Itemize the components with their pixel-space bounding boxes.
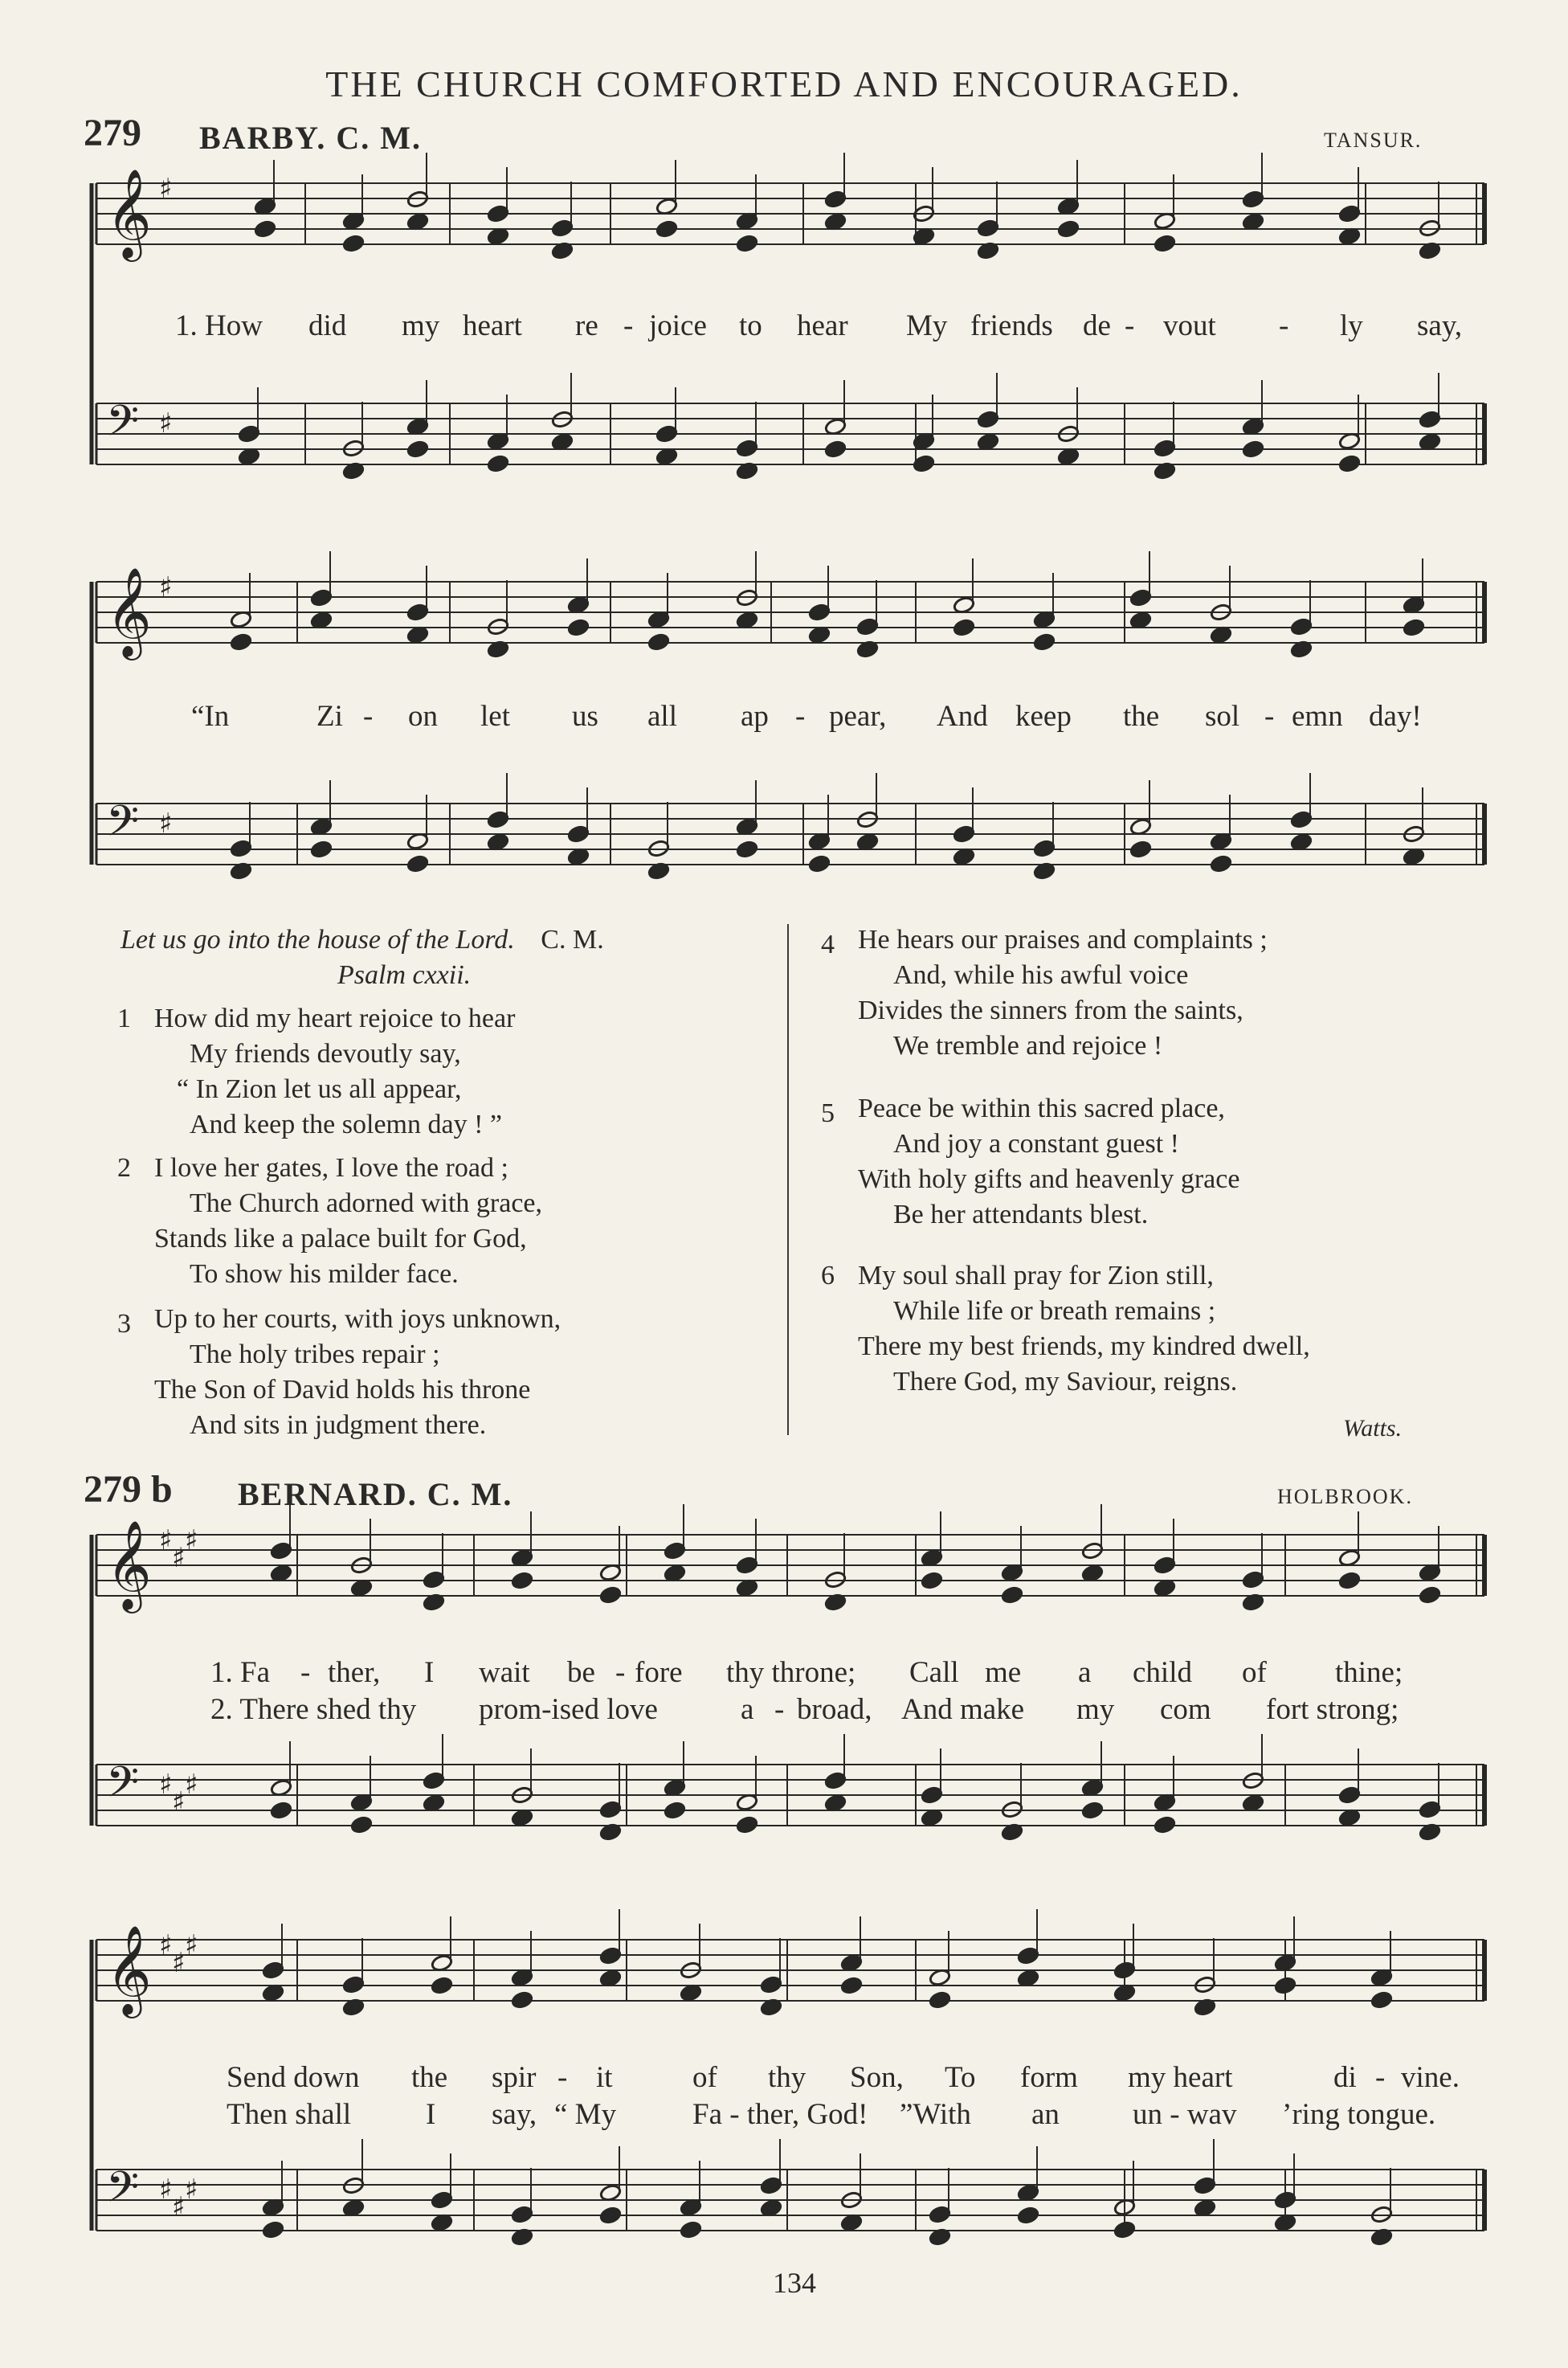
lyric-syllable: And <box>937 700 988 733</box>
note-head <box>840 1976 863 1994</box>
note-head <box>1113 2220 1136 2239</box>
note-head <box>1242 1570 1264 1589</box>
lyrics-line <box>0 699 1568 738</box>
lyric-syllable: the <box>1123 700 1160 733</box>
bass-clef-icon: 𝄢 <box>106 797 140 857</box>
note-head <box>431 1976 453 1994</box>
note-head <box>736 234 758 252</box>
column-divider <box>787 924 789 1435</box>
note-head <box>736 439 758 457</box>
note-head <box>406 440 429 458</box>
verse: 3 Up to her courts, with joys unknown, The holy tribes repair ; The Son of David holds his throne And sits in judgment there. <box>117 1304 561 1440</box>
note-head <box>1154 234 1176 252</box>
hymn-number: 279 b <box>84 1468 173 1511</box>
verse: 1 How did my heart rejoice to hear My friends devoutly say, “ In Zion let us all appear, And keep the solemn day ! ” <box>117 1004 516 1139</box>
note-head <box>1001 1585 1023 1604</box>
lyric-syllable: “In <box>191 700 230 733</box>
lyrics-line: Send down the spir - it of thy Son, To form my heart di - vine. <box>227 2061 1460 2094</box>
note-head <box>342 1975 365 1994</box>
note-head <box>824 190 847 208</box>
note-head <box>1419 410 1441 428</box>
composer-name: HOLBROOK. <box>1277 1485 1413 1508</box>
note-head <box>953 618 975 636</box>
sharp-icon: ♯ <box>185 2174 198 2206</box>
note-head <box>423 1771 445 1789</box>
note-head <box>760 2176 782 2194</box>
note-head <box>567 618 590 636</box>
note-head <box>230 839 252 857</box>
note-head <box>1419 1800 1441 1818</box>
lyric-syllable: - <box>1279 309 1289 342</box>
note-head <box>511 2205 533 2223</box>
composer-name: TANSUR. <box>1324 129 1423 152</box>
tune-title: BARBY. C. M. <box>199 120 422 156</box>
note-head <box>270 1541 292 1560</box>
lyric-syllable: ap <box>741 700 769 733</box>
hymn-text-title: Let us go into the house of the Lord. C. M. <box>120 925 604 955</box>
note-head <box>1242 190 1264 208</box>
note-head <box>1370 1990 1393 2009</box>
sharp-icon: ♯ <box>159 2174 173 2206</box>
note-head <box>342 234 365 252</box>
note-head <box>824 440 847 458</box>
lyric-syllable: - <box>363 700 374 733</box>
hymn-number: 279 <box>84 112 141 154</box>
note-head <box>760 1975 782 1994</box>
lyric-syllable: joice <box>649 309 707 342</box>
note-head <box>1194 2176 1216 2194</box>
note-head <box>310 840 333 858</box>
lyric-syllable: let <box>480 700 510 733</box>
note-head <box>929 2205 951 2223</box>
verse: 6 My soul shall pray for Zion still, While life or breath remains ; There my best friends, my kindred dwell, There God, my Saviour, reigns. <box>821 1261 1310 1397</box>
verse: 2 I love her gates, I love the road ; The Church adorned with grace, Stands like a palace built for God, To show his milder face. <box>117 1153 542 1289</box>
lyric-syllable: - <box>795 700 806 733</box>
lyric-syllable: sol <box>1205 700 1240 733</box>
note-head <box>350 1815 373 1834</box>
note-head <box>1017 2206 1039 2224</box>
note-head <box>655 424 678 443</box>
sharp-icon: ♯ <box>185 1929 198 1961</box>
note-head <box>270 1801 292 1819</box>
note-head <box>599 1946 622 1965</box>
lyrics-line <box>0 309 1568 347</box>
sharp-icon: ♯ <box>159 808 173 840</box>
note-head <box>1129 840 1152 858</box>
lyric-syllable: us <box>572 700 598 733</box>
lyric-syllable: heart <box>463 309 522 342</box>
treble-clef-icon: 𝄞 <box>106 1924 152 2014</box>
note-head <box>736 840 758 858</box>
lyric-syllable: - <box>1264 700 1275 733</box>
lyric-syllable: de <box>1083 309 1111 342</box>
note-head <box>1338 1571 1361 1589</box>
lyric-syllable: hear <box>797 309 848 342</box>
verse: 4 He hears our praises and complaints ; And, while his awful voice Divides the sinners from the saints, We tremble and rejoice ! <box>821 925 1268 1061</box>
verse: 5 Peace be within this sacred place, And joy a constant guest ! With holy gifts and heavenly grace Be her attendants blest. <box>821 1094 1240 1229</box>
note-head <box>551 219 574 237</box>
note-head <box>808 603 831 621</box>
note-head <box>487 204 509 223</box>
lyric-syllable: pear, <box>829 700 887 733</box>
note-head <box>1129 588 1152 607</box>
note-head <box>511 1990 533 2009</box>
note-head <box>599 1800 622 1818</box>
note-head <box>431 2190 453 2209</box>
sharp-icon: ♯ <box>159 1769 173 1801</box>
lyric-syllable: day! <box>1369 700 1422 733</box>
author-attribution: Watts. <box>1343 1415 1403 1442</box>
note-head <box>1017 1946 1039 1965</box>
note-head <box>1338 1785 1361 1804</box>
note-head <box>599 2206 622 2224</box>
note-head <box>680 2220 702 2239</box>
note-head <box>655 219 678 238</box>
page-heading: THE CHURCH COMFORTED AND ENCOURAGED. <box>325 63 1243 104</box>
lyric-syllable: keep <box>1015 700 1072 733</box>
sharp-icon: ♯ <box>159 173 173 205</box>
sharp-icon: ♯ <box>185 1769 198 1801</box>
lyric-syllable: emn <box>1292 700 1343 733</box>
note-head <box>423 1570 445 1589</box>
lyric-syllable: all <box>647 700 677 733</box>
note-head <box>929 1990 951 2009</box>
lyric-syllable: on <box>408 700 438 733</box>
lyric-syllable: 1. How <box>175 309 263 342</box>
note-head <box>953 824 975 843</box>
note-head <box>664 1541 686 1560</box>
sharp-icon: ♯ <box>185 1524 198 1556</box>
note-head <box>977 410 999 428</box>
treble-clef-icon: 𝄞 <box>106 168 152 258</box>
note-head <box>1419 1585 1441 1604</box>
note-head <box>1154 439 1176 457</box>
note-head <box>1274 2190 1296 2209</box>
note-head <box>406 603 429 621</box>
note-head <box>262 1961 284 1979</box>
treble-clef-icon: 𝄞 <box>106 566 152 656</box>
note-head <box>310 588 333 607</box>
sharp-icon: ♯ <box>172 1786 186 1818</box>
note-head <box>511 1571 533 1589</box>
note-head <box>921 1785 943 1804</box>
treble-clef-icon: 𝄞 <box>106 1519 152 1609</box>
note-head <box>567 824 590 843</box>
note-head <box>238 424 260 443</box>
lyrics-line: Then shall I say, “ My Fa - ther, God! ”With an un - wav ’ring tongue. <box>227 2098 1436 2131</box>
note-head <box>1081 1801 1104 1819</box>
tune-title: BERNARD. C. M. <box>238 1476 513 1512</box>
lyrics-line: 2. There shed thy prom-ised love a - broad, And make my com fort strong; <box>210 1693 1399 1726</box>
lyric-syllable: - <box>1125 309 1135 342</box>
note-head <box>1154 1556 1176 1574</box>
lyric-syllable: say, <box>1417 309 1463 342</box>
note-head <box>1274 1976 1296 1994</box>
page-number: 134 <box>773 2267 816 2299</box>
note-head <box>1242 440 1264 458</box>
note-head <box>487 454 509 472</box>
lyric-syllable: ly <box>1340 309 1363 342</box>
note-head <box>599 1585 622 1604</box>
lyric-syllable: did <box>308 309 347 342</box>
note-head <box>824 1771 847 1789</box>
sharp-icon: ♯ <box>159 407 173 440</box>
bass-clef-icon: 𝄢 <box>106 397 140 456</box>
lyric-syllable: My <box>906 309 948 342</box>
note-head <box>1057 219 1080 238</box>
sharp-icon: ♯ <box>172 1542 186 1574</box>
sharp-icon: ♯ <box>159 571 173 603</box>
note-head <box>921 1571 943 1589</box>
bass-clef-icon: 𝄢 <box>106 1758 140 1818</box>
note-head <box>1210 854 1232 873</box>
sharp-icon: ♯ <box>159 1929 173 1961</box>
note-head <box>647 632 670 651</box>
lyric-syllable: friends <box>970 309 1053 342</box>
lyric-syllable: to <box>739 309 762 342</box>
lyric-syllable: - <box>623 309 634 342</box>
sharp-icon: ♯ <box>172 1947 186 1979</box>
note-head <box>406 854 429 873</box>
note-head <box>736 1815 758 1834</box>
note-head <box>262 2220 284 2239</box>
note-head <box>487 810 509 828</box>
lyric-syllable: my <box>402 309 440 342</box>
note-head <box>856 617 879 636</box>
note-head <box>808 854 831 873</box>
note-head <box>1290 810 1313 828</box>
lyric-syllable: re <box>575 309 598 342</box>
note-head <box>1403 618 1425 636</box>
bass-clef-icon: 𝄢 <box>106 2163 140 2223</box>
sharp-icon: ♯ <box>159 1524 173 1556</box>
note-head <box>1113 1961 1136 1979</box>
note-head <box>977 219 999 237</box>
note-head <box>664 1801 686 1819</box>
note-head <box>1033 839 1056 857</box>
lyrics-line: 1. Fa - ther, I wait be - fore thy throne; Call me a child of thine; <box>210 1656 1403 1689</box>
note-head <box>254 219 276 238</box>
psalm-reference: Psalm cxxii. <box>337 960 472 990</box>
lyric-syllable: Zi <box>316 700 343 733</box>
note-head <box>1338 454 1361 472</box>
note-head <box>1154 1815 1176 1834</box>
note-head <box>230 632 252 651</box>
note-head <box>736 1556 758 1574</box>
note-head <box>1033 632 1056 651</box>
lyric-syllable: vout <box>1163 309 1216 342</box>
sharp-icon: ♯ <box>172 2191 186 2223</box>
note-head <box>1338 204 1361 223</box>
note-head <box>1290 617 1313 636</box>
